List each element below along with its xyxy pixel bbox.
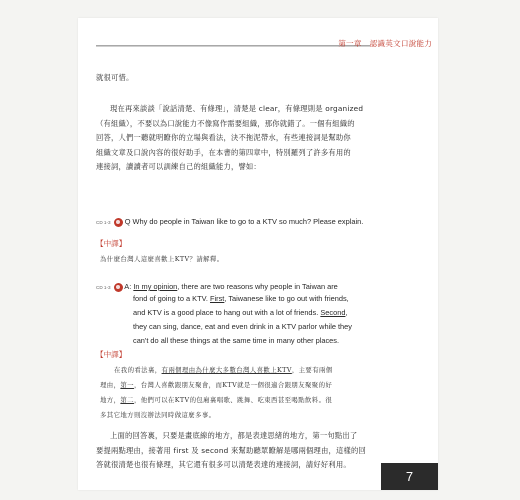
cd-track-label: CD 1-3 (96, 284, 111, 290)
answer-translation (100, 363, 426, 423)
trans-underlined: 第一 (120, 381, 134, 389)
connector-second: Second (320, 307, 346, 317)
watermark-stamp (316, 465, 372, 481)
book-page (78, 18, 438, 490)
translation-label: 【中譯】 (96, 239, 127, 248)
question-line (96, 217, 430, 227)
audio-icon (114, 218, 123, 227)
chapter-label: 第一章 (338, 39, 362, 48)
answer-text: , Taiwanese like to go out with friends, (224, 293, 349, 303)
question-translation: 為什麼台灣人這麼喜歡上KTV？請解釋。 (100, 255, 224, 263)
header-rule (96, 45, 370, 47)
para-line-3: 回答，人們一聽就明瞭你的立場與看法，決不拖泥帶水，有些連接詞是幫助你 (96, 133, 351, 142)
closing-line-3: 答就很清楚也很有條理，其它還有很多可以清楚表達的連接詞，請好好利用。 (96, 460, 351, 469)
answer-line-1 (96, 282, 430, 292)
connector-in-my-opinion: In my opinion (133, 282, 178, 291)
page-number: 7 (381, 463, 438, 490)
para-line-1: 現在再來談談「說話清楚、有條理」，清楚是 clear，有條理則是 organized (110, 104, 364, 113)
chapter-title: 認識英文口說能力 (369, 39, 432, 48)
q-prefix: Q (124, 217, 131, 226)
para-line-4: 組織文章及口說內容的很好助手，在本書的第四章中，特別羅列了許多有用的 (96, 147, 351, 157)
answer-text: fond of going to a KTV. (133, 293, 208, 303)
trans-line-3 (100, 393, 426, 408)
trans-text: 在我的看法裏， (114, 366, 162, 374)
question-text: Why do people in Taiwan like to go to a KTV so much? Please explain. (132, 217, 364, 226)
trans-underlined: 有兩個理由為什麼大多數台灣人喜歡上KTV (161, 366, 292, 374)
answer-text: , there are two reasons why people in Taiwan are (177, 282, 338, 291)
trans-text: 理由， (100, 381, 121, 389)
answer-text: and KTV is a good place to hang out with a lot of friends. (133, 307, 319, 317)
trans-line-1 (100, 363, 426, 378)
answer-line-4: they can sing, dance, eat and even drink in a KTV parlor while they (133, 321, 352, 331)
connector-first: First (209, 293, 225, 303)
para-line-2: （有組織），不要以為口說能力不像寫作需要組織，那你就錯了。一個有組織的 (96, 118, 355, 128)
trans-text: ，台灣人喜歡跟朋友聚會，而KTV就是一個很適合跟朋友聚聚的好 (133, 381, 333, 389)
closing-line-1: 上面的回答裏，只要是畫底線的地方，都是表達思緒的地方，第一句點出了 (110, 431, 358, 440)
trans-underlined: 第二 (120, 396, 134, 404)
trans-line-4: 多其它地方則沒辦法同時做這麼多事。 (100, 411, 216, 419)
trans-line-2 (100, 378, 426, 393)
audio-icon (114, 283, 123, 292)
closing-paragraph (96, 429, 426, 473)
cd-track-label: CD 1-3 (96, 219, 111, 225)
intro-paragraph (96, 102, 426, 175)
trans-text: ，主要有兩個 (291, 366, 333, 374)
running-header (338, 38, 432, 49)
para-line-5: 連接詞，讀讀者可以訓練自己的組織能力，譬如： (96, 162, 261, 171)
a-prefix: A: (124, 282, 132, 291)
answer-block (96, 282, 430, 348)
answer-line-2 (133, 292, 430, 306)
answer-line-5: can't do all these things at the same time in many other places. (133, 336, 339, 346)
answer-text: , (345, 307, 348, 317)
answer-line-3 (133, 306, 430, 320)
trans-text: ，他們可以在KTV的包廂裏唱歌、跳舞、吃東西甚至喝點飲料。很 (133, 396, 333, 404)
closing-line-2: 要提兩點理由，接著用 first 及 second 來幫助聽眾瞭解是哪兩個理由，這樣的回 (96, 445, 366, 455)
trans-text: 地方， (100, 396, 121, 404)
intro-line: 就很可惜。 (96, 73, 134, 82)
translation-label: 【中譯】 (96, 350, 127, 359)
answer-rest (133, 292, 430, 349)
